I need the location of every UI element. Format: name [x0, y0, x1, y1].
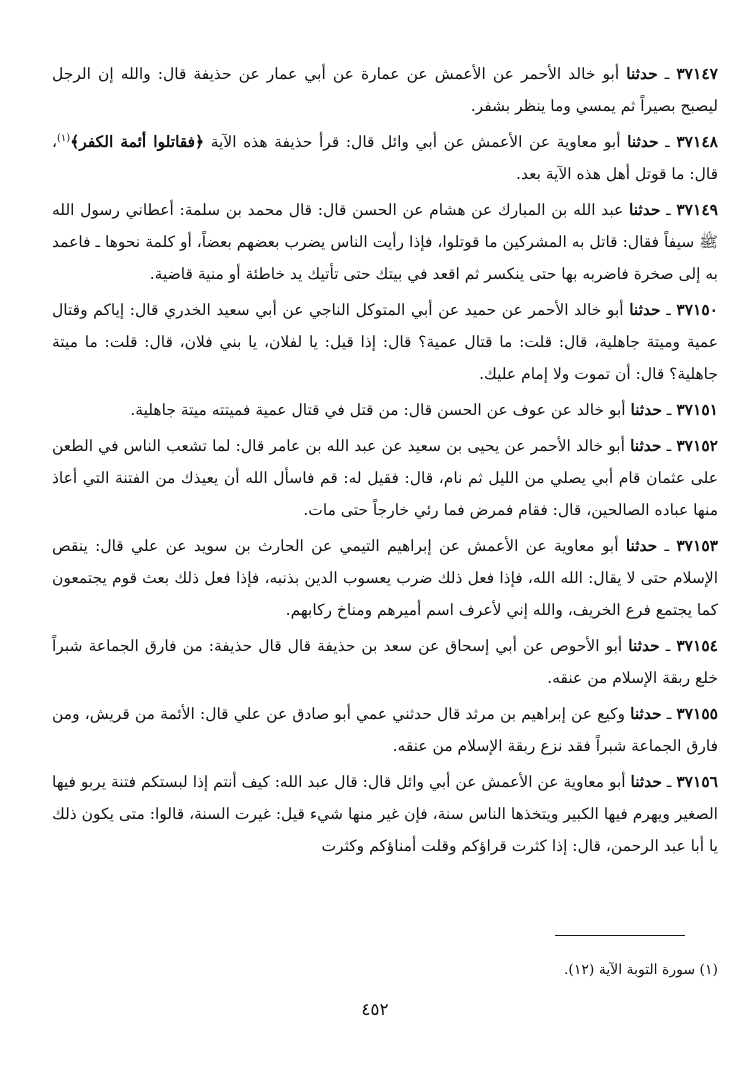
hadith-text: أبو معاوية عن الأعمش عن إبراهيم التيمي عن الحارث بن سويد عن علي قال: ينقص الإسلام حتى لا يقال: الله الله، فإذا فعل ذلك ضرب يعسوب الدين بذنبه، فإذا فعل ذلك بعث قوم يجتمعون كما يجتمع فرع الخريف، والله إني لأعرف اسم أميرهم ومناخ ركابهم.	[52, 537, 718, 619]
hadith-number: ٣٧١٥١	[676, 400, 718, 419]
hadith-heading: حدثنا	[629, 300, 661, 319]
footnote-text: (١) سورة التوبة الآية (١٢).	[563, 962, 718, 978]
page-number: ٤٥٢	[361, 1000, 389, 1020]
hadith-heading: حدثنا	[629, 200, 661, 219]
hadith-text: أبو الأحوص عن أبي إسحاق عن سعد بن حذيفة قال قال حذيفة: من فارق الجماعة شبراً خلع ربقة الإسلام من عنقه.	[52, 637, 718, 687]
hadith-heading: حدثنا	[630, 400, 662, 419]
hadith-entry: ٣٧١٥٢ ـ حدثنا أبو خالد الأحمر عن يحيى بن سعيد عن عبد الله بن عامر قال: لما تشعب الناس في الطعن على عثمان قام أبي يصلي من الليل ثم نام، قال: فقيل له: قم فاسأل الله أن يعيذك من الفتنة التي أعاذ منها عباده الصالحين، قال: فقام فمرض فما رئي خارجاً حتى مات.	[52, 436, 718, 519]
hadith-number: ٣٧١٥٦	[676, 772, 718, 791]
hadith-text: أبو خالد عن عوف عن الحسن قال: من قتل في قتال عمية فميتته ميتة جاهلية.	[130, 401, 626, 419]
hadith-entry: ٣٧١٥٥ ـ حدثنا وكيع عن إبراهيم بن مرثد قال حدثني عمي أبو صادق عن علي قال: الأئمة من قريش، ومن فارق الجماعة شبراً فقد نزع ربقة الإسلام من عنقه.	[52, 704, 719, 755]
hadith-text: أبو خالد الأحمر عن يحيى بن سعيد عن عبد الله بن عامر قال: لما تشعب الناس في الطعن على عثمان قام أبي يصلي من الليل ثم نام، قال: فقيل له: قم فاسأل الله أن يعيذك من الفتنة التي أعاذ منها عباده الصالحين، قال: فقام فمرض فما رئي خارجاً حتى مات.	[52, 437, 718, 519]
hadith-heading: حدثنا	[625, 536, 658, 555]
hadith-entry: ٣٧١٤٩ ـ حدثنا عبد الله بن المبارك عن هشام عن الحسن قال: قال محمد بن سلمة: أعطاني رسول الله ﷺ سيفاً فقال: قاتل به المشركين ما قوتلوا، فإذا رأيت الناس يضرب بعضهم بعضاً، أو كلمة نحوها ـ فاعمد به إلى صخرة فاضربه بها حتى ينكسر ثم اقعد في بيتك حتى تأتيك يد خاطئة أو منية قاضية.	[52, 200, 718, 283]
hadith-entry: ٣٧١٤٨ ـ حدثنا أبو معاوية عن الأعمش عن أبي وائل قال: قرأ حذيفة هذه الآية ﴿فقاتلوا أئمة الكفر﴾$^{(١)}$، قال: ما قوتل أهل هذه الآية بعد.	[52, 132, 718, 183]
hadith-text: أبو معاوية عن الأعمش عن أبي وائل قال: قرأ حذيفة هذه الآية	[210, 133, 621, 151]
hadith-heading: حدثنا	[630, 772, 662, 791]
hadith-number: ٣٧١٤٧	[676, 64, 718, 83]
hadith-number: ٣٧١٥٣	[676, 536, 718, 555]
hadith-entry: ٣٧١٥٤ ـ حدثنا أبو الأحوص عن أبي إسحاق عن سعد بن حذيفة قال قال حذيفة: من فارق الجماعة شبراً خلع ربقة الإسلام من عنقه.	[52, 636, 718, 687]
hadith-text: وكيع عن إبراهيم بن مرثد قال حدثني عمي أبو صادق عن علي قال: الأئمة من قريش، ومن فارق الجماعة شبراً فقد نزع ربقة الإسلام من عنقه.	[52, 705, 718, 755]
hadith-entry: ٣٧١٥١ ـ حدثنا أبو خالد عن عوف عن الحسن قال: من قتل في قتال عمية فميتته ميتة جاهلية.	[130, 400, 718, 419]
footnote	[564, 962, 718, 978]
hadith-text: أبو خالد الأحمر عن الأعمش عن عمارة عن أبي عمار عن حذيفة قال: والله إن الرجل ليصبح بصيراً ثم يمسي وما ينظر بشفر.	[52, 65, 718, 115]
page-body	[52, 58, 718, 866]
hadith-heading: حدثنا	[626, 64, 658, 83]
hadith-number: ٣٧١٥٤	[676, 636, 718, 655]
hadith-heading: حدثنا	[630, 704, 662, 723]
hadith-text: أبو خالد الأحمر عن حميد عن أبي المتوكل الناجي عن أبي سعيد الخدري قال: إياكم وقتال عمية وميتة جاهلية، قال: قلت: ما قتال عمية؟ قال: إذا قيل: يا لفلان، يا بني فلان، قال: قلت: ما ميتة جاهلية؟ قال: أن تموت ولا إمام عليك.	[52, 301, 718, 383]
hadith-entry: ٣٧١٥٦ ـ حدثنا أبو معاوية عن الأعمش عن أبي وائل قال: قال عبد الله: كيف أنتم إذا لبستكم فتنة يربو فيها الصغير ويهرم فيها الكبير ويتخذها الناس سنة، فإن غير منها شيء قيل: غيرت السنة، قالوا: متى يكون ذلك يا أبا عبد الرحمن، قال: إذا كثرت قراؤكم وقلت أمناؤكم وكثرت	[51, 772, 718, 855]
hadith-entry: ٣٧١٥٠ ـ حدثنا أبو خالد الأحمر عن حميد عن أبي المتوكل الناجي عن أبي سعيد الخدري قال: إياكم وقتال عمية وميتة جاهلية، قال: قلت: ما قتال عمية؟ قال: إذا قيل: يا لفلان، يا بني فلان، قال: قلت: ما ميتة جاهلية؟ قال: أن تموت ولا إمام عليك.	[52, 300, 719, 383]
quran-verse: ﴿فقاتلوا أئمة الكفر﴾	[70, 132, 205, 151]
hadith-entry: ٣٧١٥٣ ـ حدثنا أبو معاوية عن الأعمش عن إبراهيم التيمي عن الحارث بن سويد عن علي قال: ينقص الإسلام حتى لا يقال: الله الله، فإذا فعل ذلك ضرب يعسوب الدين بذنبه، فإذا فعل ذلك بعث قوم يجتمعون كما يجتمع فرع الخريف، والله إني لأعرف اسم أميرهم ومناخ ركابهم.	[52, 536, 718, 619]
hadith-heading: حدثنا	[627, 132, 659, 151]
hadith-number: ٣٧١٤٨	[676, 132, 718, 151]
hadith-heading: حدثنا	[630, 436, 662, 455]
hadith-number: ٣٧١٥٢	[676, 436, 718, 455]
hadith-entry: ٣٧١٤٧ ـ حدثنا أبو خالد الأحمر عن الأعمش عن عمارة عن أبي عمار عن حذيفة قال: والله إن الرجل ليصبح بصيراً ثم يمسي وما ينظر بشفر.	[52, 64, 718, 115]
footnote-reference[interactable]: (١)	[57, 132, 71, 144]
hadith-text: أبو معاوية عن الأعمش عن أبي وائل قال: قال عبد الله: كيف أنتم إذا لبستكم فتنة يربو فيها الصغير ويهرم فيها الكبير ويتخذها الناس سنة، فإن غير منها شيء قيل: غيرت السنة، قالوا: متى يكون ذلك يا أبا عبد الرحمن، قال: إذا كثرت قراؤكم وقلت أمناؤكم وكثرت	[51, 773, 718, 855]
footnote-separator	[555, 935, 685, 936]
hadith-text-after: ، قال: ما قوتل أهل هذه الآية بعد.	[52, 133, 718, 183]
hadith-number: ٣٧١٥٠	[676, 300, 719, 319]
hadith-number: ٣٧١٤٩	[676, 200, 718, 219]
hadith-number: ٣٧١٥٥	[676, 704, 719, 723]
hadith-text: عبد الله بن المبارك عن هشام عن الحسن قال: قال محمد بن سلمة: أعطاني رسول الله ﷺ سيفاً فقال: قاتل به المشركين ما قوتلوا، فإذا رأيت الناس يضرب بعضهم بعضاً، أو كلمة نحوها ـ فاعمد به إلى صخرة فاضربه بها حتى ينكسر ثم اقعد في بيتك حتى تأتيك يد خاطئة أو منية قاضية.	[52, 201, 718, 283]
hadith-heading: حدثنا	[628, 636, 660, 655]
